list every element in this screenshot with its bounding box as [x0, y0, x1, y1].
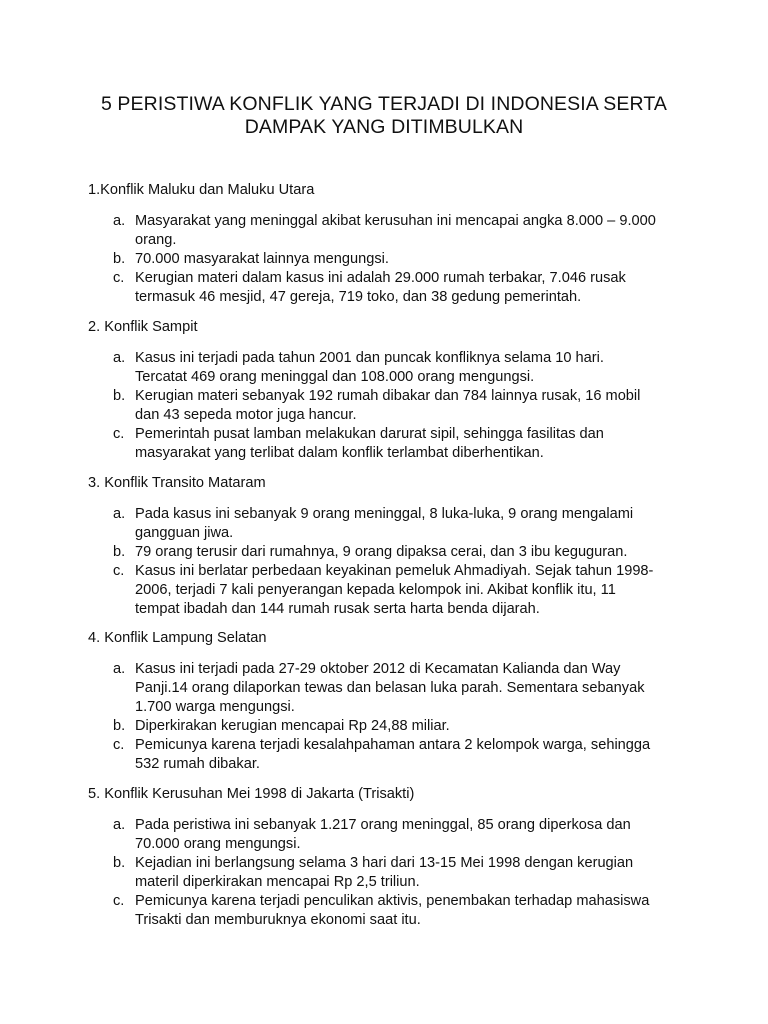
list-marker: c.: [113, 893, 125, 909]
text-line: tempat ibadah dan 144 rumah rusak serta harta benda dijarah.: [135, 601, 540, 617]
text-line: 532 rumah dibakar.: [135, 756, 260, 772]
text-line: Kerugian materi dalam kasus ini adalah 29.000 rumah terbakar, 7.046 rusak: [135, 270, 626, 286]
text-line: orang.: [135, 232, 177, 248]
section-4: [88, 629, 688, 774]
list-item-text: [135, 425, 690, 463]
list-item: [88, 425, 688, 463]
item-list: [88, 212, 688, 307]
section-1: [88, 181, 688, 307]
text-line: Pemerintah pusat lamban melakukan darurat sipil, sehingga fasilitas dan: [135, 426, 604, 442]
list-item: [88, 269, 688, 307]
text-line: Kejadian ini berlangsung selama 3 hari dari 13-15 Mei 1998 dengan kerugian: [135, 855, 634, 871]
text-line: Kerugian materi sebanyak 192 rumah dibakar dan 784 lainnya rusak, 16 mobil: [135, 388, 641, 404]
list-item-text: [135, 505, 690, 543]
list-item-text: [135, 854, 690, 892]
text-line: masyarakat yang terlibat dalam konflik terlambat diberhentikan.: [135, 445, 544, 461]
section-3: [88, 474, 688, 619]
section-heading: 3. Konflik Transito Mataram: [88, 475, 266, 491]
section-heading: 4. Konflik Lampung Selatan: [88, 630, 267, 646]
text-line: Trisakti dan memburuknya ekonomi saat itu.: [135, 912, 421, 928]
text-line: gangguan jiwa.: [135, 525, 234, 541]
text-line: Kasus ini terjadi pada 27-29 oktober 2012 di Kecamatan Kalianda dan Way: [135, 661, 621, 677]
title-line-2: DAMPAK YANG DITIMBULKAN: [244, 116, 524, 138]
list-marker: a.: [113, 506, 126, 522]
title-line-1: 5 PERISTIWA KONFLIK YANG TERJADI DI INDONESIA SERTA: [100, 93, 668, 115]
list-item-text: [135, 250, 690, 269]
list-item: [88, 349, 688, 387]
list-item: [88, 562, 688, 619]
text-line: Pemicunya karena terjadi penculikan aktivis, penembakan terhadap mahasiswa: [135, 893, 650, 909]
list-marker: c.: [113, 426, 125, 442]
text-line: materil diperkirakan mencapai Rp 2,5 triliun.: [135, 874, 420, 890]
list-item-text: [135, 269, 690, 307]
text-line: Panji.14 orang dilaporkan tewas dan belasan luka parah. Sementara sebanyak: [135, 680, 645, 696]
section-5: [88, 785, 688, 930]
list-item-text: [135, 562, 690, 619]
text-line: 70.000 orang mengungsi.: [135, 836, 301, 852]
list-marker: b.: [113, 251, 126, 267]
list-item: [88, 212, 688, 250]
section-heading: 1.Konflik Maluku dan Maluku Utara: [88, 182, 315, 198]
list-item: [88, 660, 688, 717]
item-list: [88, 660, 688, 774]
list-marker: c.: [113, 270, 125, 286]
list-marker: a.: [113, 213, 126, 229]
list-item-text: [135, 816, 690, 854]
item-list: [88, 505, 688, 619]
text-line: termasuk 46 mesjid, 47 gereja, 719 toko, dan 38 gedung pemerintah.: [135, 289, 582, 305]
list-item-text: [135, 660, 690, 717]
section-heading: 5. Konflik Kerusuhan Mei 1998 di Jakarta (Trisakti): [88, 786, 415, 802]
text-line: 2006, terjadi 7 kali penyerangan kepada kelompok ini. Akibat konflik itu, 11: [135, 582, 616, 598]
list-item: [88, 250, 688, 269]
list-marker: b.: [113, 718, 126, 734]
section-2: [88, 318, 688, 463]
list-item: [88, 736, 688, 774]
text-line: Kasus ini terjadi pada tahun 2001 dan puncak konfliknya selama 10 hari.: [135, 350, 604, 366]
list-item-text: [135, 543, 690, 562]
list-item: [88, 717, 688, 736]
text-line: 70.000 masyarakat lainnya mengungsi.: [135, 251, 389, 267]
section-heading: 2. Konflik Sampit: [88, 319, 198, 335]
list-marker: a.: [113, 350, 126, 366]
list-item-text: [135, 736, 690, 774]
list-item: [88, 387, 688, 425]
text-line: dan 43 sepeda motor juga hancur.: [135, 407, 357, 423]
text-line: 1.700 warga mengungsi.: [135, 699, 295, 715]
document-title: [0, 93, 768, 139]
list-item-text: [135, 717, 690, 736]
item-list: [88, 816, 688, 930]
text-line: Diperkirakan kerugian mencapai Rp 24,88 miliar.: [135, 718, 450, 734]
text-line: Pada peristiwa ini sebanyak 1.217 orang meninggal, 85 orang diperkosa dan: [135, 817, 631, 833]
list-marker: c.: [113, 737, 125, 753]
text-line: Kasus ini berlatar perbedaan keyakinan pemeluk Ahmadiyah. Sejak tahun 1998-: [135, 563, 654, 579]
text-line: Pemicunya karena terjadi kesalahpahaman antara 2 kelompok warga, sehingga: [135, 737, 651, 753]
list-item: [88, 816, 688, 854]
list-item: [88, 854, 688, 892]
list-item: [88, 505, 688, 543]
list-marker: b.: [113, 855, 126, 871]
text-line: Masyarakat yang meninggal akibat kerusuhan ini mencapai angka 8.000 – 9.000: [135, 213, 656, 229]
list-item: [88, 543, 688, 562]
list-item-text: [135, 349, 690, 387]
item-list: [88, 349, 688, 463]
list-item: [88, 892, 688, 930]
list-marker: a.: [113, 817, 126, 833]
list-marker: b.: [113, 388, 126, 404]
list-marker: b.: [113, 544, 126, 560]
list-item-text: [135, 387, 690, 425]
text-line: Pada kasus ini sebanyak 9 orang meninggal, 8 luka-luka, 9 orang mengalami: [135, 506, 634, 522]
text-line: Tercatat 469 orang meninggal dan 108.000 orang mengungsi.: [135, 369, 535, 385]
list-marker: c.: [113, 563, 125, 579]
list-item-text: [135, 212, 690, 250]
text-line: 79 orang terusir dari rumahnya, 9 orang dipaksa cerai, dan 3 ibu keguguran.: [135, 544, 628, 560]
list-item-text: [135, 892, 690, 930]
list-marker: a.: [113, 661, 126, 677]
